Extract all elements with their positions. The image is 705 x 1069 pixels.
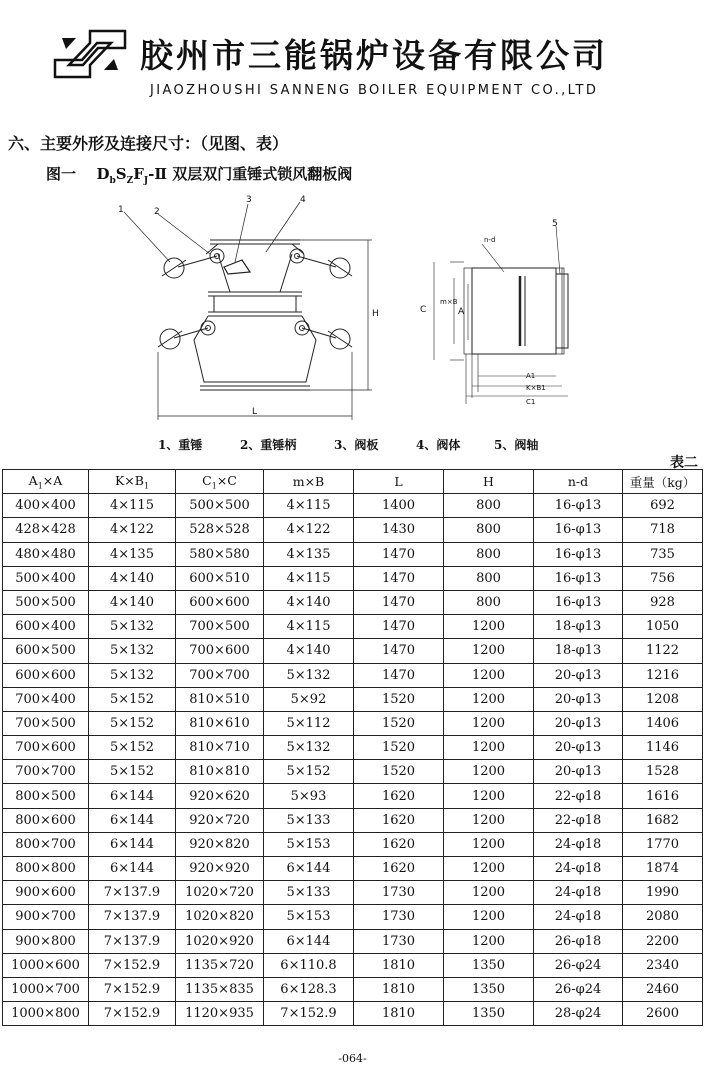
table-cell: 5×152 [264, 760, 354, 784]
table-cell: 1874 [623, 857, 703, 881]
table-cell: 1990 [623, 881, 703, 905]
table-cell: 5×132 [264, 736, 354, 760]
table-cell: 22-φ18 [534, 784, 623, 808]
company-name-chinese: 胶州市三能锅炉设备有限公司 [140, 36, 608, 75]
table-cell: 1200 [444, 687, 534, 711]
table-cell: 800×600 [3, 808, 89, 832]
table-cell: 1200 [444, 808, 534, 832]
table-cell: 2200 [623, 929, 703, 953]
table-cell: 6×128.3 [264, 977, 354, 1001]
table-cell: 20-φ13 [534, 711, 623, 735]
table-cell: 500×500 [3, 590, 89, 614]
header-l: L [354, 470, 444, 494]
table-cell: 5×152 [89, 711, 176, 735]
header-c1xc: $C_1\times C$ [176, 470, 264, 494]
table-cell: 5×133 [264, 881, 354, 905]
table-row [3, 687, 703, 711]
table-cell: 6×144 [264, 929, 354, 953]
table-cell: 810×610 [176, 711, 264, 735]
table-cell: 1200 [444, 615, 534, 639]
table-cell: 5×112 [264, 711, 354, 735]
table-cell: 1470 [354, 542, 444, 566]
table-cell: 1122 [623, 639, 703, 663]
table-cell: 1200 [444, 663, 534, 687]
table-cell: 1200 [444, 929, 534, 953]
table-cell: 6×144 [89, 808, 176, 832]
table-row [3, 784, 703, 808]
parts-legend [158, 436, 588, 454]
table-cell: 428×428 [3, 518, 89, 542]
table-cell: 26-φ24 [534, 953, 623, 977]
table-cell: 5×153 [264, 832, 354, 856]
table-cell: 1620 [354, 832, 444, 856]
table-cell: 2460 [623, 977, 703, 1001]
table-cell: 600×510 [176, 566, 264, 590]
table-cell: 700×700 [3, 760, 89, 784]
table-cell: 16-φ13 [534, 542, 623, 566]
table-cell: 6×144 [89, 832, 176, 856]
table-cell: 1616 [623, 784, 703, 808]
table-cell: 718 [623, 518, 703, 542]
table-cell: 1470 [354, 590, 444, 614]
dimension-l-label: L [252, 407, 258, 417]
table-cell: 4×135 [264, 542, 354, 566]
dimension-kxb1-label: K×B1 [526, 384, 546, 392]
table-cell: 1730 [354, 929, 444, 953]
table-cell: 400×400 [3, 494, 89, 518]
table-row [3, 760, 703, 784]
table-cell: 4×115 [264, 494, 354, 518]
table-cell: 1520 [354, 687, 444, 711]
table-cell: 1350 [444, 953, 534, 977]
table-cell: 1200 [444, 784, 534, 808]
table-cell: 1470 [354, 663, 444, 687]
table-row [3, 736, 703, 760]
table-cell: 1200 [444, 760, 534, 784]
table-cell: 7×152.9 [89, 977, 176, 1001]
table-cell: 1200 [444, 639, 534, 663]
table-cell: 1430 [354, 518, 444, 542]
table-row [3, 615, 703, 639]
table-cell: 20-φ13 [534, 736, 623, 760]
table-cell: 1470 [354, 615, 444, 639]
table-cell: 6×144 [89, 857, 176, 881]
table-cell: 900×600 [3, 881, 89, 905]
table-cell: 28-φ24 [534, 1002, 623, 1026]
table-cell: 1770 [623, 832, 703, 856]
table-cell: 7×152.9 [89, 953, 176, 977]
table-cell: 1810 [354, 977, 444, 1001]
table-cell: 4×122 [264, 518, 354, 542]
table-cell: 4×122 [89, 518, 176, 542]
table-cell: 4×140 [264, 639, 354, 663]
dimension-nd-label: n-d [484, 236, 496, 244]
table-cell: 900×700 [3, 905, 89, 929]
table-cell: 6×110.8 [264, 953, 354, 977]
table-cell: 600×600 [176, 590, 264, 614]
table-cell: 1730 [354, 905, 444, 929]
table-cell: 600×400 [3, 615, 89, 639]
table-cell: 6×144 [264, 857, 354, 881]
company-logo-icon [52, 28, 128, 80]
table-cell: 800 [444, 542, 534, 566]
table-cell: 756 [623, 566, 703, 590]
table-cell: 5×133 [264, 808, 354, 832]
table-cell: 800 [444, 518, 534, 542]
table-cell: 1620 [354, 808, 444, 832]
table-cell: 6×144 [89, 784, 176, 808]
header-kxb1: $K\times B_1$ [89, 470, 176, 494]
table-cell: 800 [444, 494, 534, 518]
table-cell: 1350 [444, 1002, 534, 1026]
table-cell: 800 [444, 590, 534, 614]
table-row [3, 881, 703, 905]
table-cell: 700×500 [3, 711, 89, 735]
table-row [3, 808, 703, 832]
table-cell: 7×137.9 [89, 881, 176, 905]
dimension-mxb-label: m×B [440, 298, 458, 306]
table-cell: 1200 [444, 857, 534, 881]
table-cell: 4×140 [89, 566, 176, 590]
table-cell: 500×500 [176, 494, 264, 518]
table-cell: 5×132 [89, 615, 176, 639]
table-row [3, 857, 703, 881]
table-cell: 1730 [354, 881, 444, 905]
table-row [3, 494, 703, 518]
table-row [3, 663, 703, 687]
callout-5: 5 [552, 219, 558, 229]
table-cell: 26-φ24 [534, 977, 623, 1001]
table-cell: 810×810 [176, 760, 264, 784]
dimension-h-label: H [372, 309, 379, 319]
table-cell: 1200 [444, 881, 534, 905]
table-cell: 24-φ18 [534, 857, 623, 881]
legend-item-valve-body: 4、阀体 [416, 438, 461, 452]
table-row [3, 566, 703, 590]
table-cell: 1020×820 [176, 905, 264, 929]
table-cell: 7×152.9 [264, 1002, 354, 1026]
table-cell: 1620 [354, 857, 444, 881]
table-cell: 1520 [354, 711, 444, 735]
table-cell: 920×920 [176, 857, 264, 881]
table-cell: 16-φ13 [534, 518, 623, 542]
table-cell: 5×152 [89, 760, 176, 784]
table-cell: 2340 [623, 953, 703, 977]
table-cell: 528×528 [176, 518, 264, 542]
table-cell: 500×400 [3, 566, 89, 590]
table-row [3, 542, 703, 566]
table-cell: 928 [623, 590, 703, 614]
table-cell: 5×92 [264, 687, 354, 711]
table-cell: 5×153 [264, 905, 354, 929]
table-cell: 580×580 [176, 542, 264, 566]
table-cell: 600×600 [3, 663, 89, 687]
header-a1xa: $A_1\times A$ [3, 470, 89, 494]
dimension-a1-label: A1 [526, 372, 536, 380]
table-cell: 7×137.9 [89, 929, 176, 953]
table-cell: 5×152 [89, 687, 176, 711]
table-row [3, 832, 703, 856]
legend-item-valve-shaft: 5、阀轴 [494, 438, 539, 452]
table-cell: 900×800 [3, 929, 89, 953]
table-cell: 1208 [623, 687, 703, 711]
table-cell: 700×700 [176, 663, 264, 687]
table-header-row [3, 470, 703, 494]
table-cell: 1050 [623, 615, 703, 639]
table-cell: 920×720 [176, 808, 264, 832]
table-cell: 20-φ13 [534, 687, 623, 711]
table-cell: 1200 [444, 905, 534, 929]
table-cell: 24-φ18 [534, 905, 623, 929]
dimension-a-label: A [458, 307, 465, 317]
table-cell: 4×115 [264, 566, 354, 590]
table-cell: 24-φ18 [534, 881, 623, 905]
table-cell: 700×500 [176, 615, 264, 639]
table-cell: 810×510 [176, 687, 264, 711]
table-row [3, 977, 703, 1001]
table-cell: 1400 [354, 494, 444, 518]
header-nd: n-d [534, 470, 623, 494]
table-cell: 1216 [623, 663, 703, 687]
table-cell: 1520 [354, 736, 444, 760]
table-cell: 18-φ13 [534, 639, 623, 663]
table-cell: 4×115 [264, 615, 354, 639]
table-cell: 16-φ13 [534, 494, 623, 518]
table-cell: 18-φ13 [534, 615, 623, 639]
callout-3: 3 [246, 195, 252, 205]
table-cell: 1350 [444, 977, 534, 1001]
legend-item-weight: 1、重锤 [158, 438, 203, 452]
table-cell: 1135×720 [176, 953, 264, 977]
table-cell: 1020×920 [176, 929, 264, 953]
table-label: 表二 [670, 455, 698, 471]
section-title: 六、主要外形及连接尺寸：（见图、表） [8, 134, 289, 153]
table-row [3, 639, 703, 663]
table-cell: 700×600 [3, 736, 89, 760]
table-cell: 1146 [623, 736, 703, 760]
table-cell: 1200 [444, 832, 534, 856]
table-cell: 4×140 [89, 590, 176, 614]
table-cell: 1810 [354, 1002, 444, 1026]
table-cell: 920×820 [176, 832, 264, 856]
table-cell: 800×700 [3, 832, 89, 856]
table-cell: 16-φ13 [534, 590, 623, 614]
table-row [3, 905, 703, 929]
table-cell: 16-φ13 [534, 566, 623, 590]
table-cell: 1200 [444, 736, 534, 760]
table-cell: 1682 [623, 808, 703, 832]
callout-4: 4 [300, 195, 306, 205]
table-cell: 2600 [623, 1002, 703, 1026]
table-cell: 5×132 [264, 663, 354, 687]
table-cell: 1620 [354, 784, 444, 808]
figure-title [46, 163, 352, 186]
table-cell: 1810 [354, 953, 444, 977]
table-cell: 20-φ13 [534, 663, 623, 687]
table-row [3, 1002, 703, 1026]
table-row [3, 711, 703, 735]
table-cell: 5×152 [89, 736, 176, 760]
table-cell: 5×93 [264, 784, 354, 808]
table-cell: 1000×800 [3, 1002, 89, 1026]
table-cell: 1528 [623, 760, 703, 784]
header-mxb: m×B [264, 470, 354, 494]
company-name-english: JIAOZHOUSHI SANNENG BOILER EQUIPMENT CO.,LTD [150, 83, 599, 98]
callout-2: 2 [154, 207, 160, 217]
table-cell: 735 [623, 542, 703, 566]
table-cell: 1000×700 [3, 977, 89, 1001]
table-cell: 1470 [354, 639, 444, 663]
table-cell: 1135×835 [176, 977, 264, 1001]
table-cell: 1120×935 [176, 1002, 264, 1026]
table-cell: 24-φ18 [534, 832, 623, 856]
page-number: -064- [338, 1052, 367, 1065]
table-cell: 1520 [354, 760, 444, 784]
table-cell: 800×800 [3, 857, 89, 881]
table-cell: 4×135 [89, 542, 176, 566]
table-row [3, 590, 703, 614]
table-cell: 800×500 [3, 784, 89, 808]
table-cell: 4×115 [89, 494, 176, 518]
callout-1: 1 [118, 205, 124, 215]
dimension-c-label: C [420, 305, 427, 315]
table-cell: 1020×720 [176, 881, 264, 905]
table-cell: 800 [444, 566, 534, 590]
table-cell: 700×400 [3, 687, 89, 711]
dimension-c1-label: C1 [526, 398, 536, 406]
table-cell: 5×132 [89, 639, 176, 663]
table-row [3, 953, 703, 977]
table-cell: 20-φ13 [534, 760, 623, 784]
table-cell: 1470 [354, 566, 444, 590]
table-cell: 692 [623, 494, 703, 518]
legend-item-valve-plate: 3、阀板 [334, 438, 379, 452]
table-cell: 1406 [623, 711, 703, 735]
table-cell: 700×600 [176, 639, 264, 663]
valve-technical-drawing [110, 192, 590, 430]
table-cell: 26-φ18 [534, 929, 623, 953]
figure-description: 双层双门重锤式锁风翻板阀 [172, 165, 353, 183]
table-cell: 600×500 [3, 639, 89, 663]
table-cell: 2080 [623, 905, 703, 929]
table-cell: 7×137.9 [89, 905, 176, 929]
table-cell: 480×480 [3, 542, 89, 566]
table-row [3, 929, 703, 953]
table-cell: 920×620 [176, 784, 264, 808]
dimension-spec-table [2, 469, 703, 1026]
header-h: H [444, 470, 534, 494]
figure-prefix: 图一 [46, 165, 77, 183]
legend-item-weight-handle: 2、重锤柄 [240, 438, 297, 452]
table-cell: 5×132 [89, 663, 176, 687]
table-cell: 7×152.9 [89, 1002, 176, 1026]
table-cell: 810×710 [176, 736, 264, 760]
table-cell: 1000×600 [3, 953, 89, 977]
header-weight: 重量（kg） [623, 470, 703, 494]
table-cell: 22-φ18 [534, 808, 623, 832]
table-cell: 1200 [444, 711, 534, 735]
table-row [3, 518, 703, 542]
table-cell: 4×140 [264, 590, 354, 614]
model-code: $D_bS_ZF_J-Ⅱ$ [96, 165, 168, 186]
